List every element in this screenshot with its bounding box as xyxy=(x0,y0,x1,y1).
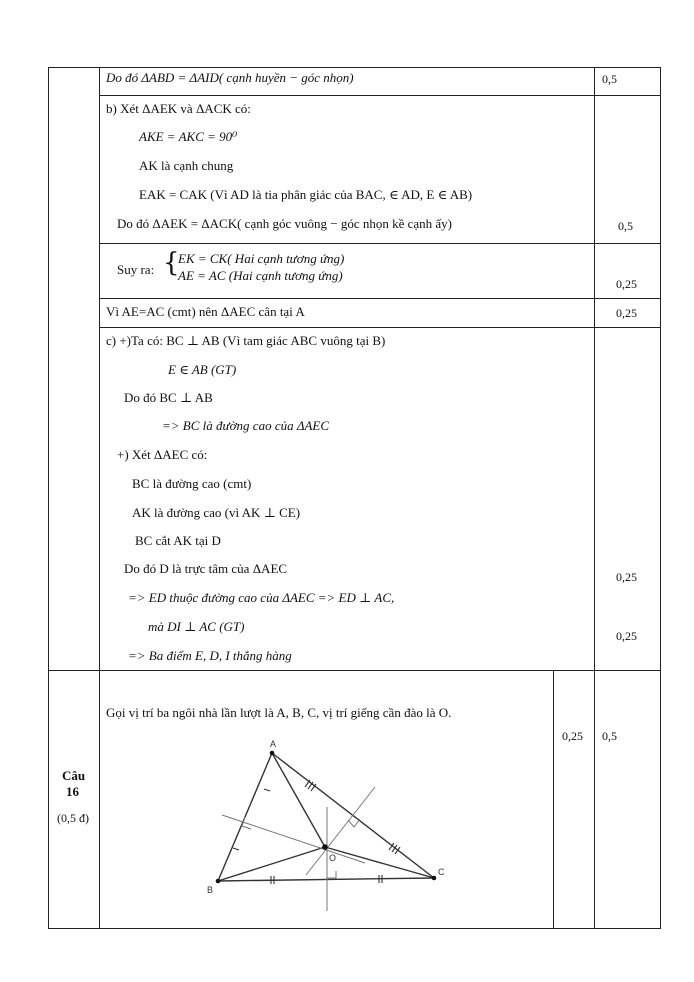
part-c-score-2: 0,25 xyxy=(616,629,637,643)
label-a: A xyxy=(270,739,277,749)
cau16-text: Gọi vị trí ba ngôi nhà lần lượt là A, B, C, vị trí giếng cần đào là O. xyxy=(106,705,452,720)
point-b xyxy=(216,879,221,884)
part-c-line-6: BC là đường cao (cmt) xyxy=(132,476,252,491)
col-border-left xyxy=(48,67,49,929)
part-c-score-1: 0,25 xyxy=(616,570,637,584)
table-bottom-border xyxy=(48,928,661,929)
row-divider-1 xyxy=(99,95,661,96)
part-c-line-9: Do đó D là trực tâm của ΔAEC xyxy=(124,561,288,576)
cau16-number: 16 xyxy=(66,784,79,799)
part-c-line-8: BC cắt AK tại D xyxy=(135,533,221,548)
part-c-line-10: => ED thuộc đường cao của ΔAEC => ED ⊥ AC, xyxy=(128,590,395,605)
part-b-angles: AKE = AKC = 90⁰ xyxy=(139,129,238,144)
point-o xyxy=(322,844,328,850)
label-o: O xyxy=(329,853,337,863)
tick-ab-2 xyxy=(233,848,239,850)
cau16-score-total: 0,5 xyxy=(602,729,617,743)
part-b-bisector: EAK = CAK (Vì AD là tia phân giác của BAC, ∈ AD, E ∈ AB) xyxy=(139,187,473,202)
segment-ob xyxy=(218,847,325,881)
row-divider-3 xyxy=(99,298,661,299)
part-c-line-12: => Ba điểm E, D, I thẳng hàng xyxy=(128,648,292,663)
part-b-common: AK là cạnh chung xyxy=(139,158,234,173)
cau16-label: Câu xyxy=(62,768,86,783)
part-b-isosceles: Vì AE=AC (cmt) nên ΔAEC cân tại A xyxy=(106,304,305,319)
part-c-line-2: E ∈ AB (GT) xyxy=(168,362,237,377)
part-b-eq1: EK = CK( Hai cạnh tương ứng) xyxy=(178,251,345,266)
cau16-score-inner: 0,25 xyxy=(562,729,583,743)
label-c: C xyxy=(438,867,445,877)
label-b: B xyxy=(207,885,214,895)
triangle-figure xyxy=(190,735,460,915)
tick-ab-1 xyxy=(264,789,270,791)
part-b-score-3: 0,25 xyxy=(616,306,637,320)
point-a xyxy=(270,751,275,756)
part-a-score: 0,5 xyxy=(602,72,617,86)
table-top-border xyxy=(48,67,661,68)
part-b-score-1: 0,5 xyxy=(618,219,633,233)
segment-oc xyxy=(325,847,434,878)
part-b-score-2: 0,25 xyxy=(616,277,637,291)
part-c-line-1: c) +)Ta có: BC ⊥ AB (Vì tam giác ABC vuông tại B) xyxy=(106,333,386,348)
right-angle-bc xyxy=(327,871,336,878)
part-b-eq2: AE = AC (Hai cạnh tương ứng) xyxy=(178,268,343,283)
col-border-score xyxy=(594,67,595,929)
col-border-inner-score xyxy=(553,670,554,928)
part-c-line-3: Do đó BC ⊥ AB xyxy=(124,390,213,405)
part-c-line-4: => BC là đường cao của ΔAEC xyxy=(162,418,330,433)
part-a-line: Do đó ΔABD = ΔAID( cạnh huyền − góc nhọn) xyxy=(106,70,354,85)
col-border-right xyxy=(660,67,661,929)
col-border-1 xyxy=(99,67,100,929)
part-b-brace: { xyxy=(163,248,180,278)
part-c-line-11: mà DI ⊥ AC (GT) xyxy=(148,619,245,634)
point-c xyxy=(432,876,437,881)
part-c-line-7: AK là đường cao (vì AK ⊥ CE) xyxy=(132,505,301,520)
row-divider-4 xyxy=(99,327,661,328)
cau16-points: (0,5 đ) xyxy=(57,811,89,825)
side-bc xyxy=(218,878,434,881)
row-divider-5 xyxy=(48,670,661,671)
part-b-suy-ra: Suy ra: xyxy=(117,262,155,277)
row-divider-2 xyxy=(99,243,661,244)
part-b-conclusion: Do đó ΔAEK = ΔACK( cạnh góc vuông − góc nhọn kề cạnh ấy) xyxy=(117,216,453,231)
segment-oa xyxy=(272,753,325,847)
part-b-intro: b) Xét ΔAEK và ΔACK có: xyxy=(106,101,251,116)
part-c-line-5: +) Xét ΔAEC có: xyxy=(117,447,208,462)
